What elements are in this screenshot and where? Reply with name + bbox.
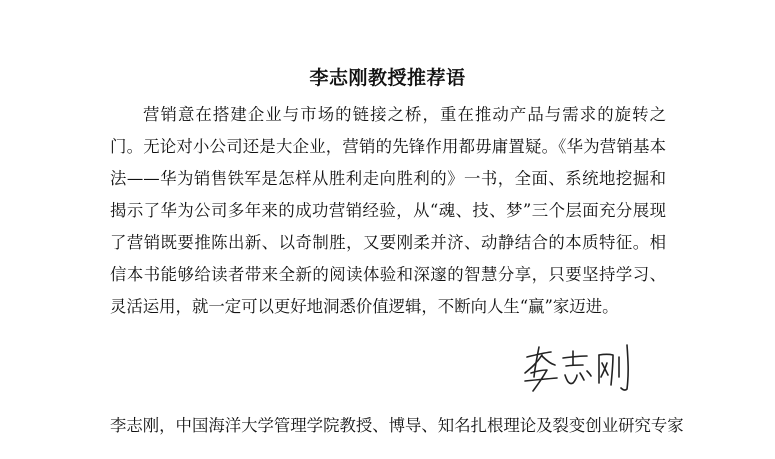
author-bio: 李志刚，中国海洋大学管理学院教授、博导、知名扎根理论及裂变创业研究专家	[110, 416, 684, 435]
handwritten-signature	[517, 333, 647, 395]
page-title: 李志刚教授推荐语	[309, 67, 466, 89]
signature-image	[517, 333, 647, 395]
recommendation-paragraph: 营销意在搭建企业与市场的链接之桥，重在推动产品与需求的旋转之门。无论对小公司还是大企业，营销的先锋作用都毋庸置疑。《华为营销基本法——华为销售铁军是怎样从胜利走向胜利的》一书，全面、系统地挖掘和揭示了华为公司多年来的成功营销经验，从“魂、技、梦”三个层面充分展现了营销既要推陈出新、以奇制胜，又要刚柔并济、动静结合的本质特征。相信本书能够给读者带来全新的阅读体验和深邃的智慧分享，只要坚持学习、灵活运用，就一定可以更好地洞悉价值逻辑，不断向人生“赢”家迈进。	[110, 105, 666, 316]
